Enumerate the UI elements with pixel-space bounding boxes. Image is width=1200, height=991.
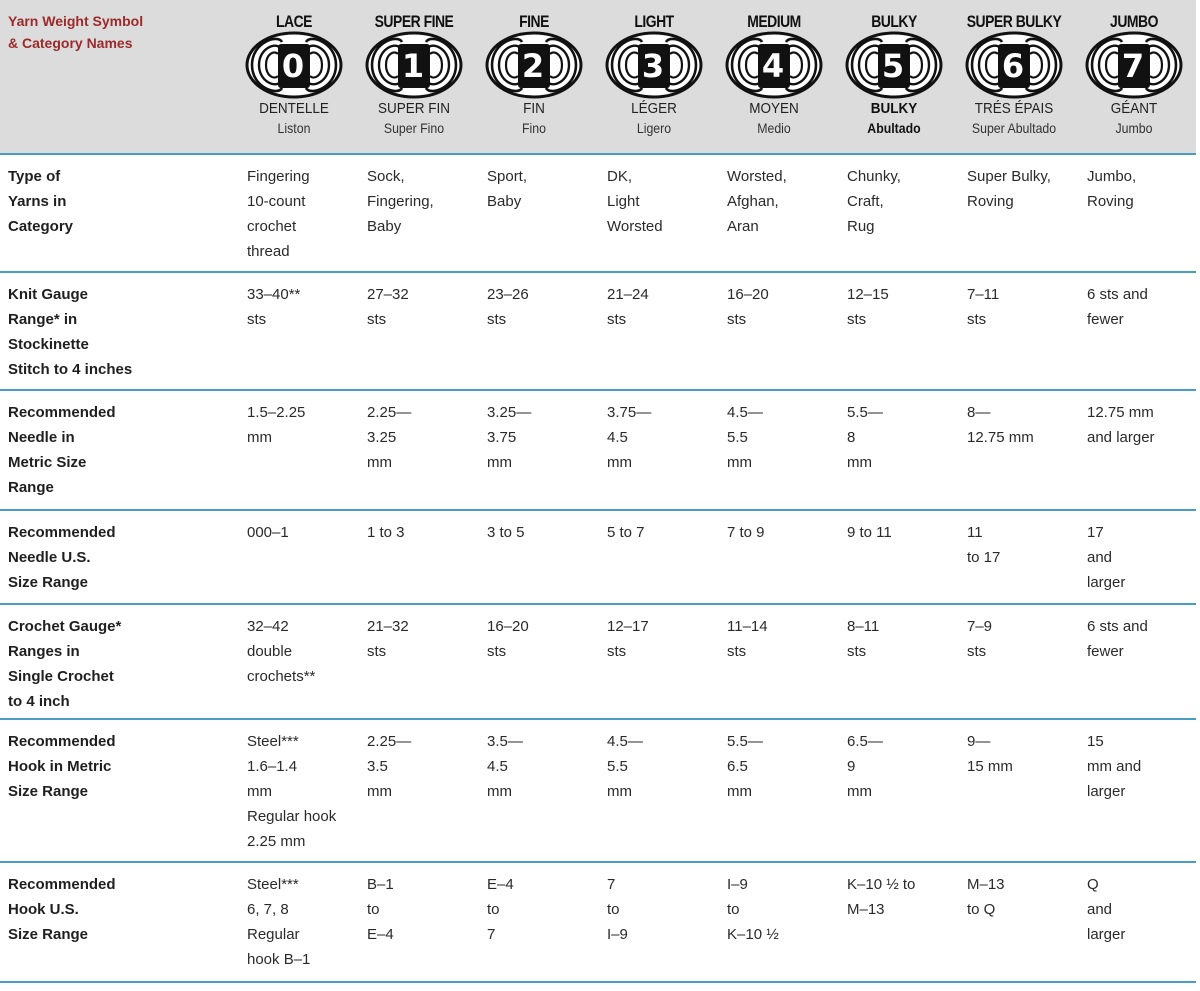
category-name: LACE (275, 12, 312, 31)
cell-line: sts (967, 311, 987, 328)
cell-line: sts (247, 311, 267, 328)
cell-line: K–10 ½ to (847, 876, 916, 893)
cell-line: mm (487, 454, 512, 471)
table-cell (607, 614, 723, 664)
cell-line: 2.25— (367, 733, 412, 750)
cell-line: sts (967, 643, 987, 660)
cell-line: Roving (967, 193, 1014, 210)
cell-line: 8 (847, 429, 856, 446)
row-label-line: Metric Size (8, 454, 87, 471)
table-cell (247, 282, 363, 332)
category-number: 0 (281, 47, 305, 85)
row-label (8, 872, 228, 947)
cell-line: 000–1 (247, 524, 289, 541)
cell-line: 3.5— (487, 733, 523, 750)
cell-line: 3.75— (607, 404, 652, 421)
cell-line: to (727, 901, 740, 918)
cell-line: Baby (367, 218, 402, 235)
row-label (8, 520, 228, 595)
table-cell (967, 282, 1083, 332)
table-cell (247, 520, 363, 545)
table-cell (607, 872, 723, 947)
table-cell (367, 164, 483, 239)
table-cell (487, 872, 603, 947)
cell-line: 12–15 (847, 286, 889, 303)
cell-line: mm and (1087, 758, 1142, 775)
cell-line: 16–20 (727, 286, 769, 303)
cell-line: 5.5— (847, 404, 883, 421)
cell-line: I–9 (607, 926, 628, 943)
cell-line: 2.25— (367, 404, 412, 421)
category-number: 7 (1121, 47, 1145, 85)
header-title-line: Yarn Weight Symbol (8, 13, 144, 29)
cell-line: 11–14 (727, 618, 768, 635)
table-cell (367, 282, 483, 332)
cell-line: Worsted (607, 218, 663, 235)
cell-line: mm (847, 783, 872, 800)
table-cell (847, 282, 963, 332)
row-divider (0, 153, 1196, 155)
cell-line: sts (847, 643, 867, 660)
table-cell (1087, 729, 1200, 804)
cell-line: 8–11 (847, 618, 880, 635)
row-divider (0, 271, 1196, 273)
cell-line: Chunky, (847, 168, 901, 185)
row-divider (0, 861, 1196, 863)
table-cell (727, 282, 843, 332)
cell-line: Sport, (487, 168, 528, 185)
cell-line: Steel*** (247, 733, 299, 750)
cell-line: 3.5 (367, 758, 388, 775)
cell-line: 6.5— (847, 733, 883, 750)
row-label-line: Needle in (8, 429, 75, 446)
cell-line: crochet (247, 218, 297, 235)
row-label-line: Size Range (8, 783, 89, 800)
row-label-line: Size Range (8, 574, 89, 591)
cell-line: E–4 (487, 876, 514, 893)
category-number: 3 (641, 47, 665, 85)
cell-line: Super Bulky, (967, 168, 1051, 185)
category-french-name: GÉANT (1110, 100, 1158, 117)
cell-line: M–13 (847, 901, 885, 918)
table-cell (247, 400, 363, 450)
cell-line: 7–9 (967, 618, 993, 635)
row-label-line: Recommended (8, 404, 116, 421)
category-header (834, 0, 954, 155)
table-cell (1087, 400, 1200, 450)
cell-line: 16–20 (487, 618, 529, 635)
cell-line: Fingering (247, 168, 310, 185)
category-french-name: SUPER FIN (377, 100, 450, 117)
cell-line: mm (487, 783, 512, 800)
row-label (8, 614, 228, 714)
cell-line: E–4 (367, 926, 394, 943)
category-name: BULKY (871, 12, 917, 31)
category-number: 4 (761, 47, 785, 85)
cell-line: to (487, 901, 500, 918)
cell-line: sts (727, 643, 747, 660)
category-french-name: DENTELLE (259, 100, 329, 117)
cell-line: 33–40** (247, 286, 301, 303)
cell-line: 6, 7, 8 (247, 901, 289, 918)
cell-line: Sock, (367, 168, 405, 185)
cell-line: 1.5–2.25 (247, 404, 306, 421)
cell-line: 7–11 (967, 286, 1000, 303)
cell-line: hook B–1 (247, 951, 311, 968)
cell-line: 27–32 (367, 286, 409, 303)
category-spanish-name: Abultado (867, 120, 921, 136)
table-cell (1087, 614, 1200, 664)
cell-line: 11 (967, 524, 983, 541)
table-cell (487, 614, 603, 664)
cell-line: and larger (1087, 429, 1155, 446)
category-number: 1 (401, 47, 425, 85)
table-cell (727, 872, 843, 947)
table-cell (967, 400, 1083, 450)
cell-line: Regular hook (247, 808, 337, 825)
header-title (8, 10, 228, 54)
cell-line: sts (367, 311, 387, 328)
table-cell (967, 520, 1083, 570)
cell-line: 4.5— (607, 733, 643, 750)
row-divider (0, 603, 1196, 605)
cell-line: 4.5 (607, 429, 628, 446)
category-name: SUPER FINE (374, 12, 454, 31)
cell-line: 5.5— (727, 733, 763, 750)
cell-line: 4.5— (727, 404, 763, 421)
row-label-line: Hook U.S. (8, 901, 79, 918)
table-cell (487, 729, 603, 804)
cell-line: 1 to 3 (367, 524, 405, 541)
table-cell (847, 164, 963, 239)
cell-line: and (1087, 549, 1113, 566)
cell-line: 32–42 (247, 618, 289, 635)
cell-line: mm (367, 783, 392, 800)
table-cell (487, 282, 603, 332)
table-cell (847, 614, 963, 664)
table-cell (727, 400, 843, 475)
cell-line: mm (607, 454, 632, 471)
category-french-name: MOYEN (749, 100, 799, 117)
category-spanish-name: Liston (277, 120, 311, 136)
table-cell (847, 729, 963, 804)
category-header (474, 0, 594, 155)
cell-line: Jumbo, (1087, 168, 1137, 185)
row-divider (0, 718, 1196, 720)
table-cell (847, 520, 963, 545)
cell-line: 23–26 (487, 286, 529, 303)
cell-line: 10-count (247, 193, 306, 210)
category-header (714, 0, 834, 155)
cell-line: larger (1087, 574, 1126, 591)
row-label-line: Stockinette (8, 336, 89, 353)
row-label-line: to 4 inch (8, 693, 70, 710)
category-french-name: LÉGER (631, 100, 677, 117)
table-cell (847, 400, 963, 475)
category-spanish-name: Fino (522, 120, 546, 136)
table-cell (367, 400, 483, 475)
table-cell (247, 872, 363, 972)
row-label-line: Single Crochet (8, 668, 114, 685)
cell-line: Rug (847, 218, 875, 235)
cell-line: 8— (967, 404, 991, 421)
table-cell (607, 520, 723, 545)
cell-line: Q (1087, 876, 1099, 893)
cell-line: sts (727, 311, 747, 328)
cell-line: 3.25— (487, 404, 532, 421)
table-cell (727, 614, 843, 664)
cell-line: 2.25 mm (247, 833, 306, 850)
cell-line: double (247, 643, 293, 660)
table-cell (1087, 520, 1200, 595)
category-name: JUMBO (1110, 12, 1158, 31)
cell-line: mm (247, 783, 272, 800)
row-label (8, 400, 228, 500)
cell-line: I–9 (727, 876, 748, 893)
table-cell (727, 164, 843, 239)
table-cell (607, 400, 723, 475)
cell-line: thread (247, 243, 290, 260)
cell-line: mm (727, 783, 752, 800)
category-name: MEDIUM (747, 12, 801, 31)
row-label-line: Ranges in (8, 643, 80, 660)
cell-line: mm (847, 454, 872, 471)
cell-line: Craft, (847, 193, 884, 210)
category-french-name: BULKY (870, 100, 918, 117)
table-cell (247, 164, 363, 264)
row-label-line: Recommended (8, 876, 116, 893)
cell-line: 5.5 (727, 429, 748, 446)
cell-line: 6 sts and (1087, 618, 1148, 635)
row-divider (0, 509, 1196, 511)
category-header (354, 0, 474, 155)
table-cell (607, 729, 723, 804)
cell-line: sts (487, 643, 507, 660)
table-cell (367, 520, 483, 545)
row-label-line: Size Range (8, 926, 89, 943)
cell-line: mm (367, 454, 392, 471)
table-cell (487, 164, 603, 214)
table-cell (367, 729, 483, 804)
category-spanish-name: Super Abultado (971, 120, 1057, 136)
cell-line: 9— (967, 733, 991, 750)
category-spanish-name: Jumbo (1115, 120, 1153, 136)
cell-line: 12.75 mm (967, 429, 1034, 446)
cell-line: 15 (1087, 733, 1104, 750)
category-name: SUPER BULKY (966, 12, 1062, 31)
cell-line: 6.5 (727, 758, 748, 775)
cell-line: 7 (487, 926, 496, 943)
cell-line: mm (607, 783, 632, 800)
cell-line: K–10 ½ (727, 926, 779, 943)
category-header (1074, 0, 1194, 155)
category-spanish-name: Super Fino (383, 120, 445, 136)
cell-line: larger (1087, 783, 1126, 800)
table-cell (607, 164, 723, 239)
cell-line: 3.75 (487, 429, 517, 446)
cell-line: 12–17 (607, 618, 649, 635)
table-cell (727, 520, 843, 545)
row-label-line: Stitch to 4 inches (8, 361, 133, 378)
cell-line: crochets** (247, 668, 316, 685)
row-label-line: Yarns in (8, 193, 67, 210)
table-cell (487, 520, 603, 545)
category-header (594, 0, 714, 155)
row-label-line: Recommended (8, 524, 116, 541)
cell-line: Light (607, 193, 640, 210)
cell-line: 21–32 (367, 618, 409, 635)
cell-line: Roving (1087, 193, 1134, 210)
table-cell (1087, 282, 1200, 332)
category-french-name: TRÉS ÉPAIS (974, 100, 1054, 117)
cell-line: Baby (487, 193, 522, 210)
table-cell (847, 872, 963, 922)
cell-line: Worsted, (727, 168, 787, 185)
row-label-line: Crochet Gauge* (8, 618, 122, 635)
row-label-line: Knit Gauge (8, 286, 89, 303)
cell-line: sts (607, 311, 627, 328)
cell-line: Fingering, (367, 193, 434, 210)
cell-line: 7 (607, 876, 616, 893)
cell-line: fewer (1087, 311, 1124, 328)
cell-line: 9 to 11 (847, 524, 892, 541)
cell-line: to (607, 901, 620, 918)
cell-line: 7 to 9 (727, 524, 765, 541)
row-label (8, 729, 228, 804)
category-header (954, 0, 1074, 155)
header-title-line: & Category Names (8, 35, 133, 51)
cell-line: 3 to 5 (487, 524, 525, 541)
cell-line: Aran (727, 218, 759, 235)
cell-line: 17 (1087, 524, 1104, 541)
cell-line: 1.6–1.4 (247, 758, 298, 775)
category-spanish-name: Medio (757, 120, 791, 136)
cell-line: DK, (607, 168, 633, 185)
row-label-line: Hook in Metric (8, 758, 112, 775)
row-label-line: Needle U.S. (8, 549, 91, 566)
row-label-line: Recommended (8, 733, 116, 750)
cell-line: and (1087, 901, 1113, 918)
table-cell (367, 614, 483, 664)
category-number: 6 (1001, 47, 1025, 85)
cell-line: to 17 (967, 549, 1001, 566)
table-cell (1087, 164, 1200, 214)
cell-line: Regular (247, 926, 300, 943)
row-label-line: Category (8, 218, 74, 235)
cell-line: mm (247, 429, 272, 446)
table-cell (967, 872, 1083, 922)
cell-line: B–1 (367, 876, 394, 893)
table-cell (1087, 872, 1200, 947)
category-french-name: FIN (523, 100, 545, 117)
table-cell (367, 872, 483, 947)
row-divider (0, 981, 1196, 983)
cell-line: 9 (847, 758, 856, 775)
table-cell (967, 164, 1083, 214)
cell-line: sts (607, 643, 627, 660)
cell-line: 15 mm (967, 758, 1013, 775)
category-header (234, 0, 354, 155)
category-number: 5 (881, 47, 905, 85)
category-name: LIGHT (634, 12, 674, 31)
category-number: 2 (521, 47, 545, 85)
cell-line: sts (487, 311, 507, 328)
row-divider (0, 389, 1196, 391)
table-cell (967, 614, 1083, 664)
cell-line: fewer (1087, 643, 1124, 660)
cell-line: 4.5 (487, 758, 508, 775)
category-name: FINE (519, 12, 549, 31)
cell-line: M–13 (967, 876, 1005, 893)
cell-line: 12.75 mm (1087, 404, 1154, 421)
table-cell (487, 400, 603, 475)
row-label (8, 282, 228, 382)
table-cell (607, 282, 723, 332)
cell-line: Afghan, (727, 193, 779, 210)
row-label-line: Range (8, 479, 54, 496)
cell-line: to (367, 901, 380, 918)
row-label-line: Range* in (8, 311, 78, 328)
cell-line: 5 to 7 (607, 524, 645, 541)
cell-line: 21–24 (607, 286, 649, 303)
table-cell (247, 729, 363, 854)
category-spanish-name: Ligero (636, 120, 672, 136)
cell-line: larger (1087, 926, 1126, 943)
cell-line: sts (367, 643, 387, 660)
cell-line: 3.25 (367, 429, 397, 446)
cell-line: Steel*** (247, 876, 299, 893)
cell-line: mm (727, 454, 752, 471)
cell-line: 6 sts and (1087, 286, 1148, 303)
cell-line: sts (847, 311, 867, 328)
table-cell (727, 729, 843, 804)
table-cell (247, 614, 363, 689)
cell-line: 5.5 (607, 758, 628, 775)
row-label (8, 164, 228, 239)
table-cell (967, 729, 1083, 779)
cell-line: to Q (967, 901, 996, 918)
row-label-line: Type of (8, 168, 61, 185)
